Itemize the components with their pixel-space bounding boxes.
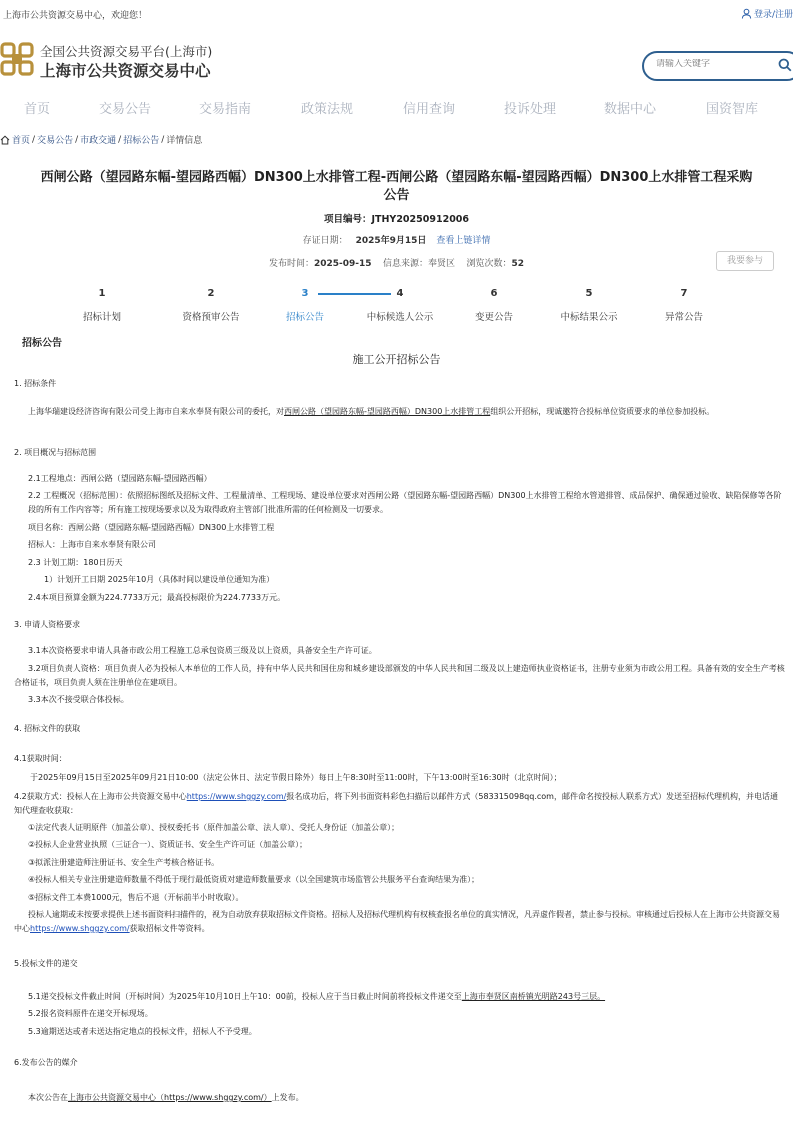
section-heading: 招标公告 xyxy=(22,338,62,349)
search-icon[interactable] xyxy=(778,58,792,72)
breadcrumb-notices[interactable]: 交易公告 xyxy=(37,136,74,146)
step-number: 1 xyxy=(98,288,106,299)
breadcrumb-home[interactable]: 首页 xyxy=(12,136,31,146)
publish-date: 2025-09-15 xyxy=(313,259,372,269)
list-item-3: ③拟派注册建造师注册证书、安全生产考核合格证书。 xyxy=(28,858,220,867)
step-number: 5 xyxy=(585,288,593,299)
login-label: 登录/注册 xyxy=(753,10,793,20)
nav-policies[interactable]: 政策法规 xyxy=(301,102,354,117)
deposit-label: 存证日期： xyxy=(302,236,348,246)
search-input[interactable] xyxy=(656,59,766,69)
views-label: 浏览次数： xyxy=(466,259,512,269)
logo-title: 上海市公共资源交易中心 xyxy=(40,62,211,80)
text-5-1 xyxy=(14,990,785,1004)
heading-2: 2. 项目概况与招标范围 xyxy=(14,448,97,457)
step-tender-notice[interactable] xyxy=(255,288,355,323)
text-owner: 招标人：上海市自来水奉贤有限公司 xyxy=(28,540,156,549)
text-2-4: 2.4本项目预算金额为224.7733万元；最高投标限价为224.7733万元。 xyxy=(28,593,286,602)
nav-credit[interactable]: 信用查询 xyxy=(403,102,456,117)
shggzy-link[interactable]: https://www.shggzy.com/ xyxy=(186,792,287,801)
text: 组织公开招标，现诚邀符合投标单位资质要求的单位参加投标。 xyxy=(490,407,715,416)
source-label: 信息来源： xyxy=(383,259,429,269)
text-4-1-detail: 于2025年09月15日至2025年09月21日10:00（法定公休日、法定节假日除外）每日上午8:30时至11:00时，下午13:00时至16:30时（北京时间）； xyxy=(30,773,562,782)
page-title: 西闸公路（望园路东幅-望园路西幅）DN300上水排管工程-西闸公路（望园路东幅-望园路西幅）DN300上水排管工程采购公告 xyxy=(40,170,753,203)
document-title: 施工公开招标公告 xyxy=(352,353,441,366)
text: 5.1递交投标文件截止时间（开标时间）为2025年10月10日上午10：00前，投标人应于当日截止时间前将投标文件递交至 xyxy=(28,992,462,1001)
project-number: 项目编号：JTHY20250912006 xyxy=(323,214,470,225)
breadcrumb-tender[interactable]: 招标公告 xyxy=(123,136,160,146)
text: 上海华瑞建设经济咨询有限公司受上海市自来水奉贤有限公司的委托，对 xyxy=(28,407,284,416)
nav-think-tank[interactable]: 国资智库 xyxy=(706,102,759,117)
views-value: 52 xyxy=(511,259,525,269)
step-number: 2 xyxy=(207,288,215,299)
text-3-2: 3.2项目负责人资格：项目负责人必为投标人本单位的工作人员，持有中华人民共和国住房和城乡建设部颁发的中华人民共和国二级及以上建造师执业资格证书，注册专业须为市政公用工程。具备有效的安全生产考核合格证书，项目负责人须在注册单位在建项目。 xyxy=(14,664,785,687)
join-button[interactable]: 我要参与 xyxy=(716,251,774,271)
text-project-name: 项目名称：西闸公路（望园路东幅-望园路西幅）DN300上水排管工程 xyxy=(28,523,275,532)
login-link[interactable] xyxy=(741,7,793,20)
text-3-3: 3.3本次不接受联合体投标。 xyxy=(28,695,129,704)
step-label: 资格预审公告 xyxy=(182,312,240,323)
text-2-2: 2.2 工程概况（招标范围）：依照招标图纸及招标文件、工程量清单、工程现场、建设单位要求对西闸公路（望园路东幅-望园路西幅）DN300上水排管工程给水管道排管、成品保护、确保通过验收、缺陷保修等各阶段的所有工作内容等；所有施工按现场要求以及为取得政府主管部门批准所需的任何检测及一切要求。 xyxy=(28,491,782,514)
step-number: 7 xyxy=(680,288,688,299)
text-5-3: 5.3逾期送达或者未送达指定地点的投标文件，招标人不予受理。 xyxy=(28,1027,257,1036)
heading-4: 4. 招标文件的获取 xyxy=(14,724,81,733)
text: 本次公告在 xyxy=(28,1093,68,1102)
project-name-underlined: 西闸公路（望园路东幅-望园路西幅）DN300上水排管工程 xyxy=(284,407,491,416)
step-label: 中标结果公示 xyxy=(560,312,618,323)
text: 4.2获取方式：投标人在上海市公共资源交易中心 xyxy=(14,792,187,801)
welcome-text: 上海市公共资源交易中心，欢迎您！ xyxy=(3,11,148,21)
site-logo[interactable] xyxy=(0,40,240,80)
text: 上发布。 xyxy=(271,1093,304,1102)
home-icon xyxy=(0,135,10,145)
heading-6: 6.发布公告的媒介 xyxy=(14,1058,78,1067)
step-number: 3 xyxy=(301,288,309,299)
source-value: 奉贤区 xyxy=(428,259,456,269)
logo-subtitle: 全国公共资源交易平台(上海市) xyxy=(40,44,213,59)
search-box xyxy=(642,51,793,81)
text-2-3a: 1）计划开工日期 2025年10月（具体时间以建设单位通知为准） xyxy=(44,575,275,584)
step-number: 6 xyxy=(490,288,498,299)
heading-5: 5.投标文件的递交 xyxy=(14,959,78,968)
text-2-3: 2.3 计划工期：180日历天 xyxy=(28,558,123,567)
nav-complaints[interactable]: 投诉处理 xyxy=(504,102,557,117)
breadcrumb-municipal[interactable]: 市政交通 xyxy=(80,136,117,146)
shggzy-link-2[interactable]: https://www.shggzy.com/ xyxy=(30,924,130,933)
step-number: 4 xyxy=(396,288,404,299)
step-plan[interactable] xyxy=(52,288,152,323)
list-item-2: ②投标人企业营业执照（三证合一）、资质证书、安全生产许可证（加盖公章）； xyxy=(28,840,308,849)
text-4-2 xyxy=(14,790,785,818)
nav-data-center[interactable]: 数据中心 xyxy=(604,102,657,117)
text-3-1: 3.1本次资格要求申请人具备市政公用工程施工总承包资质三级及以上资质，具备安全生产许可证。 xyxy=(28,646,377,655)
text-6 xyxy=(14,1091,785,1105)
top-bar xyxy=(0,0,793,30)
deposit-date: 2025年9月15日 xyxy=(355,236,427,246)
step-result[interactable] xyxy=(539,288,639,323)
step-candidates[interactable] xyxy=(350,288,450,323)
step-abnormal[interactable] xyxy=(634,288,734,323)
list-item-1: ①法定代表人证明原件（加盖公章）、授权委托书（原件加盖公章、法人章）、受托人身份证（加盖公章）； xyxy=(28,823,400,832)
step-label: 中标候选人公示 xyxy=(366,312,434,323)
nav-trade-guide[interactable]: 交易指南 xyxy=(199,102,252,117)
deposit-info xyxy=(0,233,793,246)
chain-detail-link[interactable]: 查看上链详情 xyxy=(436,236,491,246)
text: 投标人逾期或未按要求提供上述书面资料扫描件的，视为自动放弃获取招标文件资格。招标人及招标代理机构有权核查报名单位的真实情况，凡弄虚作假者，禁止参与投标。审核通过后投标人在上海市公共资源交易中心 xyxy=(14,910,780,933)
step-change[interactable] xyxy=(444,288,544,323)
text-4-1: 4.1获取时间： xyxy=(14,754,67,763)
step-prequal[interactable] xyxy=(161,288,261,323)
list-item-4: ④投标人相关专业注册建造师数量不得低于现行最低资质对建造师数量要求（以全国建筑市场监管公共服务平台查询结果为准）； xyxy=(28,875,480,884)
text-2-1: 2.1工程地点：西闸公路（望园路东幅-望园路西幅） xyxy=(28,474,212,483)
breadcrumb-current: 详情信息 xyxy=(166,136,203,146)
step-label: 招标计划 xyxy=(82,312,121,323)
nav-home[interactable]: 首页 xyxy=(24,102,51,117)
text: 报名成功后，将下列书面资料彩色扫描后以邮件方式（583315098qq.com，邮件命名按投标人联系方式）发送至招标代理机构，并电话通知代理查收获取： xyxy=(14,792,778,815)
publish-meta xyxy=(0,256,793,269)
publish-label: 发布时间： xyxy=(268,259,314,269)
step-label: 招标公告 xyxy=(285,312,324,323)
user-icon xyxy=(741,8,752,19)
list-item-5: ⑤招标文件工本费1000元，售后不退（开标前半小时收取）。 xyxy=(28,893,244,902)
text: 获取招标文件等资料。 xyxy=(129,924,210,933)
media-link[interactable]: 上海市公共资源交易中心（https://www.shggzy.com/） xyxy=(68,1093,272,1102)
paragraph-1 xyxy=(14,405,785,419)
step-label: 变更公告 xyxy=(474,312,513,323)
text-4-note xyxy=(14,908,785,936)
breadcrumb: 首页 / 交易公告 / 市政交通 / 招标公告 / 详情信息 xyxy=(0,133,202,146)
text-5-2: 5.2报名资料原件在递交开标现场。 xyxy=(28,1009,153,1018)
address-underlined: 上海市奉贤区南桥镇光明路243号三层。 xyxy=(461,992,606,1001)
nav-trade-notices[interactable]: 交易公告 xyxy=(99,102,152,117)
step-label: 异常公告 xyxy=(664,312,703,323)
logo-mark-icon xyxy=(0,42,34,76)
heading-1: 1. 招标条件 xyxy=(14,379,57,388)
main-nav xyxy=(0,93,793,119)
heading-3: 3. 申请人资格要求 xyxy=(14,620,81,629)
